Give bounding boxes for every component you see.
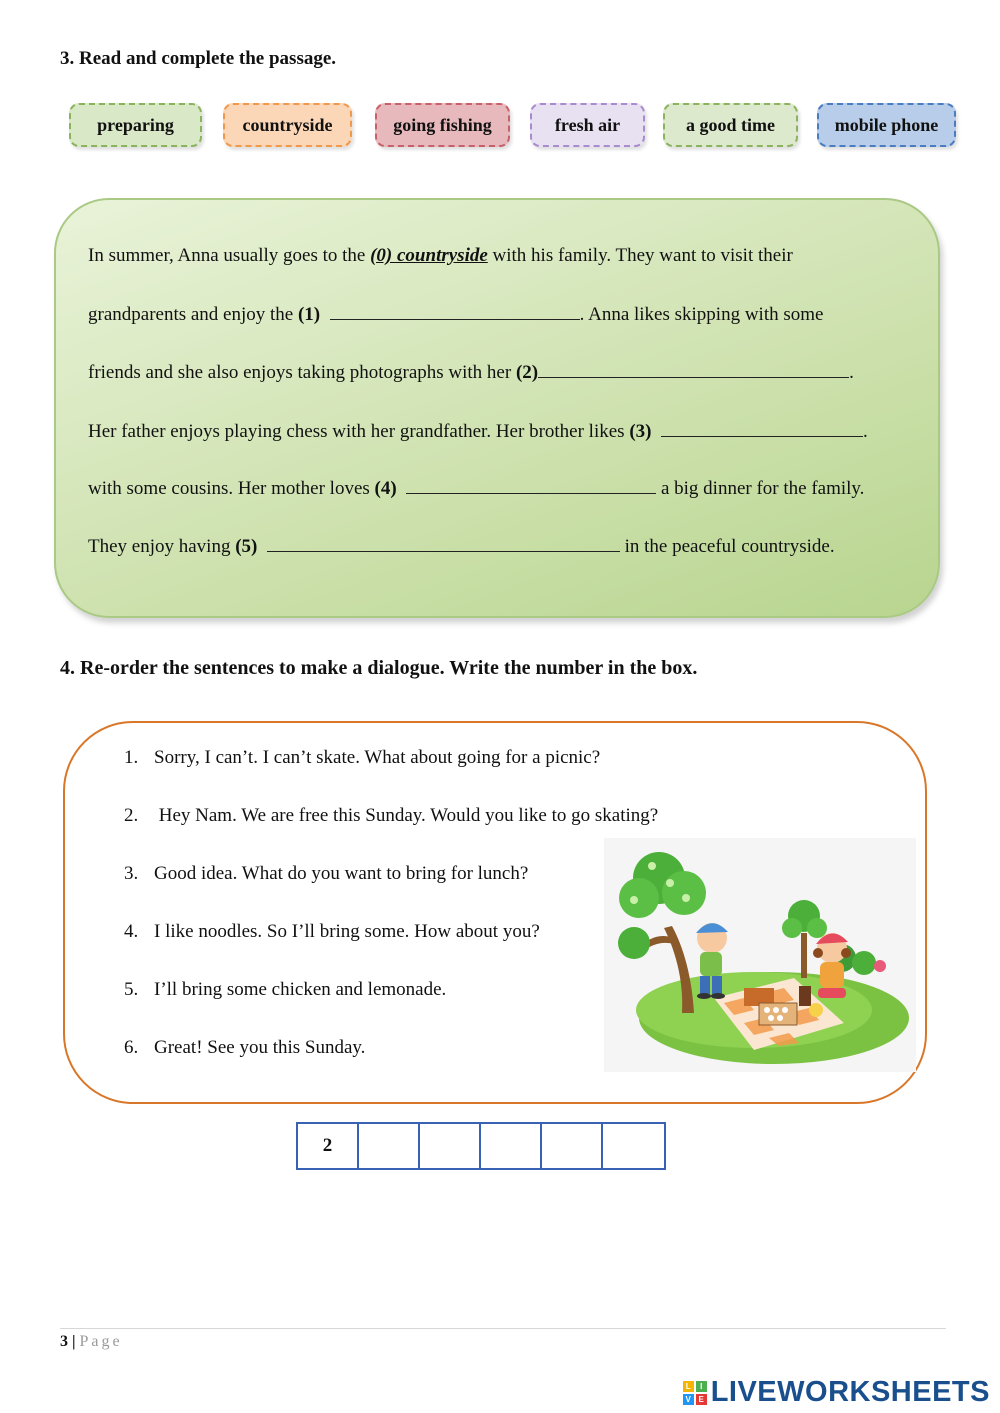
word-bank-chip[interactable]: preparing xyxy=(69,103,202,147)
order-box[interactable] xyxy=(481,1124,542,1168)
passage-line-3: friends and she also enjoys taking photographs with her (2) . xyxy=(88,362,854,383)
word-bank-chip[interactable]: going fishing xyxy=(375,103,510,147)
word-bank-chip[interactable]: countryside xyxy=(223,103,352,147)
passage-line-5: with some cousins. Her mother loves (4) a big dinner for the family. xyxy=(88,478,865,499)
dialogue-sentence: 6. Great! See you this Sunday. xyxy=(124,1037,366,1058)
picnic-illustration xyxy=(604,838,916,1072)
example-answer: (0) countryside xyxy=(370,245,488,266)
dialogue-sentence: 2. Hey Nam. We are free this Sunday. Would you like to go skating? xyxy=(124,805,659,826)
page-number: 3 | Page xyxy=(60,1333,123,1350)
section-4-heading: 4. Re-order the sentences to make a dialogue. Write the number in the box. xyxy=(60,657,698,679)
order-box[interactable]: 2 xyxy=(298,1124,359,1168)
dialogue-sentence: 5. I’ll bring some chicken and lemonade. xyxy=(124,979,447,1000)
section-3-heading: 3. Read and complete the passage. xyxy=(60,48,337,69)
passage-line-6: They enjoy having (5) in the peaceful countryside. xyxy=(88,536,835,557)
passage-line-2: grandparents and enjoy the (1) . Anna likes skipping with some xyxy=(88,304,824,325)
answer-order-row xyxy=(296,1122,666,1170)
order-box[interactable] xyxy=(359,1124,420,1168)
answer-blank-2[interactable] xyxy=(538,361,849,378)
liveworksheets-logo-icon: L I V E xyxy=(683,1381,707,1405)
answer-blank-5[interactable] xyxy=(267,535,620,552)
answer-blank-1[interactable] xyxy=(330,303,580,320)
order-box[interactable] xyxy=(603,1124,664,1168)
dialogue-sentence: 3. Good idea. What do you want to bring for lunch? xyxy=(124,863,529,884)
passage-line-4: Her father enjoys playing chess with her grandfather. Her brother likes (3) . xyxy=(88,421,868,442)
answer-blank-3[interactable] xyxy=(661,420,863,437)
dialogue-sentence: 1. Sorry, I can’t. I can’t skate. What about going for a picnic? xyxy=(124,747,601,768)
liveworksheets-brand xyxy=(683,1376,990,1409)
footer-divider xyxy=(60,1328,946,1329)
brand-name: LIVEWORKSHEETS xyxy=(710,1376,990,1408)
word-bank-chip[interactable]: mobile phone xyxy=(817,103,956,147)
dialogue-sentence: 4. I like noodles. So I’ll bring some. How about you? xyxy=(124,921,540,942)
word-bank-chip[interactable]: a good time xyxy=(663,103,798,147)
order-box[interactable] xyxy=(420,1124,481,1168)
word-bank-chip[interactable]: fresh air xyxy=(530,103,645,147)
answer-blank-4[interactable] xyxy=(406,477,656,494)
passage-line-1: In summer, Anna usually goes to the (0) countryside with his family. They want to visit their xyxy=(88,245,793,266)
order-box[interactable] xyxy=(542,1124,603,1168)
